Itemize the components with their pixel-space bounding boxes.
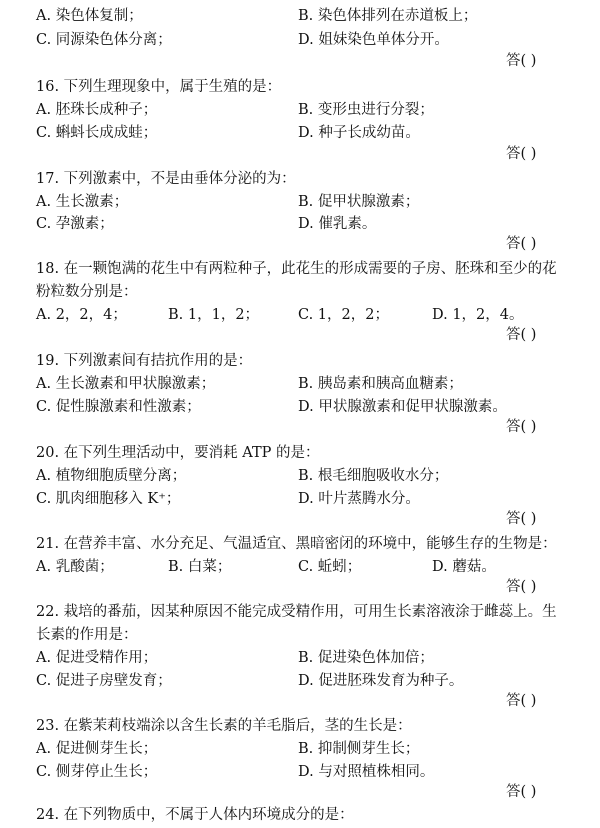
q20-option-c: C. 肌肉细胞移入 K⁺； [36,491,181,507]
q24-stem: 24. 在下列物质中，不属于人体内环境成分的是： [36,807,354,823]
q18-option-c: C. 1，2，2； [298,307,389,323]
q18-stem-line-2: 粉粒数分别是： [36,284,138,300]
q17-option-b: B. 促甲状腺激素； [298,194,420,210]
q18-stem-row-1 [0,258,600,280]
q16-option-c: C. 蝌蚪长成成蛙； [36,125,158,141]
q19-options-row-1 [0,373,600,395]
q20-options-row-1 [0,465,600,487]
q22-answer-row [0,690,600,712]
q21-option-a: A. 乳酸菌； [36,559,114,575]
q15-option-c: C. 同源染色体分离； [36,32,172,48]
q23-options-row-2 [0,761,600,783]
q23-stem-row [0,715,600,737]
q17-options-row-2 [0,213,600,235]
q17-option-d: D. 催乳素。 [298,216,377,232]
q17-option-c: C. 孕激素； [36,216,114,232]
q16-options-row-1 [0,99,600,121]
q21-option-d: D. 蘑菇。 [432,559,496,575]
q18-option-d: D. 1，2，4。 [432,307,524,323]
q21-stem-row [0,533,600,555]
q15-answer-row [0,50,600,72]
q23-options-row-1 [0,738,600,760]
q18-stem-row-2 [0,281,600,303]
q16-stem-row [0,76,600,98]
q20-answer-blank: 答( ) [506,511,537,527]
q23-option-b: B. 抑制侧芽生长； [298,741,420,757]
q23-answer-row [0,781,600,803]
q22-options-row-1 [0,647,600,669]
q17-answer-blank: 答( ) [506,236,537,252]
q22-option-d: D. 促进胚珠发育为种子。 [298,673,464,689]
q23-answer-blank: 答( ) [506,784,537,800]
q22-option-b: B. 促进染色体加倍； [298,650,434,666]
q16-option-d: D. 种子长成幼苗。 [298,125,420,141]
q19-stem-row [0,350,600,372]
q19-options-row-2 [0,396,600,418]
q23-option-a: A. 促进侧芽生长； [36,741,158,757]
q15-options-row-1 [0,5,600,27]
q20-stem: 20. 在下列生理活动中，要消耗 ATP 的是： [36,445,320,461]
q22-option-c: C. 促进子房壁发育； [36,673,172,689]
q16-answer-row [0,143,600,165]
q21-answer-row [0,576,600,598]
q18-stem-line-1: 18. 在一颗饱满的花生中有两粒种子，此花生的形成需要的子房、胚珠和至少的花 [36,261,557,277]
q20-options-row-2 [0,488,600,510]
q16-option-a: A. 胚珠长成种子； [36,102,158,118]
q17-stem-row [0,168,600,190]
q17-answer-row [0,233,600,255]
q20-answer-row [0,508,600,530]
q21-options-row [0,556,600,578]
q15-answer-blank: 答( ) [506,53,537,69]
q21-option-c: C. 蚯蚓； [298,559,362,575]
q16-options-row-2 [0,122,600,144]
q18-option-b: B. 1，1，2； [168,307,260,323]
q18-answer-blank: 答( ) [506,327,537,343]
q15-option-a: A. 染色体复制； [36,8,143,24]
q23-option-d: D. 与对照植株相同。 [298,764,435,780]
q22-answer-blank: 答( ) [506,693,537,709]
q23-option-c: C. 侧芽停止生长； [36,764,158,780]
q20-option-d: D. 叶片蒸腾水分。 [298,491,420,507]
q17-options-row-1 [0,191,600,213]
q22-option-a: A. 促进受精作用； [36,650,158,666]
q19-option-a: A. 生长激素和甲状腺激素； [36,376,216,392]
q19-answer-blank: 答( ) [506,419,537,435]
q23-stem: 23. 在紫茉莉枝端涂以含生长素的羊毛脂后，茎的生长是： [36,718,412,734]
q17-stem: 17. 下列激素中，不是由垂体分泌的为： [36,171,296,187]
q15-options-row-2 [0,29,600,51]
q18-options-row [0,304,600,326]
q19-stem: 19. 下列激素间有拮抗作用的是： [36,353,253,369]
q19-option-c: C. 促性腺激素和性激素； [36,399,201,415]
q21-answer-blank: 答( ) [506,579,537,595]
q20-option-b: B. 根毛细胞吸收水分； [298,468,449,484]
q15-option-b: B. 染色体排列在赤道板上； [298,8,478,24]
q22-options-row-2 [0,670,600,692]
q20-stem-row [0,442,600,464]
q16-stem: 16. 下列生理现象中，属于生殖的是： [36,79,282,95]
q19-answer-row [0,416,600,438]
q22-stem-line-2: 长素的作用是： [36,627,138,643]
q24-stem-row [0,804,600,826]
q16-option-b: B. 变形虫进行分裂； [298,102,434,118]
q22-stem-row-1 [0,601,600,623]
q17-option-a: A. 生长激素； [36,194,129,210]
q22-stem-line-1: 22. 栽培的番茄，因某种原因不能完成受精作用，可用生长素溶液涂于雌蕊上。生 [36,604,557,620]
q19-option-d: D. 甲状腺激素和促甲状腺激素。 [298,399,507,415]
q19-option-b: B. 胰岛素和胰高血糖素； [298,376,463,392]
q18-answer-row [0,324,600,346]
q21-stem: 21. 在营养丰富、水分充足、气温适宜、黑暗密闭的环境中，能够生存的生物是： [36,536,557,552]
q20-option-a: A. 植物细胞质壁分离； [36,468,187,484]
q15-option-d: D. 姐妹染色单体分开。 [298,32,449,48]
q21-option-b: B. 白菜； [168,559,232,575]
q18-option-a: A. 2，2，4； [36,307,127,323]
q22-stem-row-2 [0,624,600,646]
q16-answer-blank: 答( ) [506,146,537,162]
